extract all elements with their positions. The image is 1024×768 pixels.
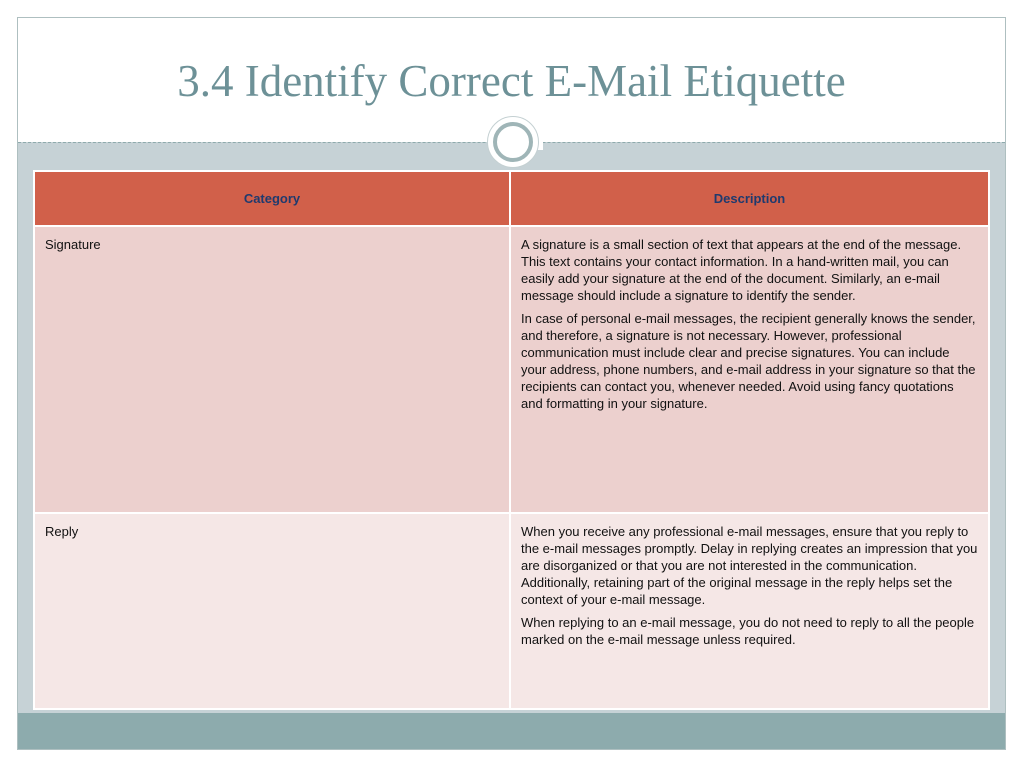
table-row (34, 513, 989, 709)
table-header-row (34, 171, 989, 226)
table-row (34, 226, 989, 513)
cell-description-reply (510, 513, 989, 709)
cell-category-reply: Reply (34, 513, 510, 709)
etiquette-table (33, 170, 990, 710)
slide-title: 3.4 Identify Correct E-Mail Etiquette (177, 56, 846, 106)
footer-band (18, 713, 1005, 749)
header-category: Category (34, 171, 510, 226)
description-paragraph: In case of personal e-mail messages, the recipient generally knows the sender, and therefore, a signature is not necessary. However, professional communication must include clear and precise signatures. You can include your address, phone numbers, and e-mail address in your signature so that the recipients can contact you, whenever needed. Avoid using fancy quotations and formatting in your signature. (521, 311, 976, 411)
cell-description-signature (510, 226, 989, 513)
cell-category-signature: Signature (34, 226, 510, 513)
header-description: Description (510, 171, 989, 226)
description-paragraph: When replying to an e-mail message, you do not need to reply to all the people marked on the e-mail message unless required. (521, 615, 975, 647)
description-paragraph: When you receive any professional e-mail messages, ensure that you reply to the e-mail messages promptly. Delay in replying creates an impression that you are disorganized or that you are not interested in the communication. Additionally, retaining part of the original message in the reply helps set the context of your e-mail message. (521, 524, 978, 607)
circle-ornament-inner (493, 122, 533, 162)
description-paragraph: A signature is a small section of text that appears at the end of the message. This text contains your contact information. In a hand-written mail, you can easily add your signature at the end of the document. Similarly, an e-mail message should include a signature to identify the sender. (521, 237, 962, 303)
slide-frame (17, 17, 1006, 750)
